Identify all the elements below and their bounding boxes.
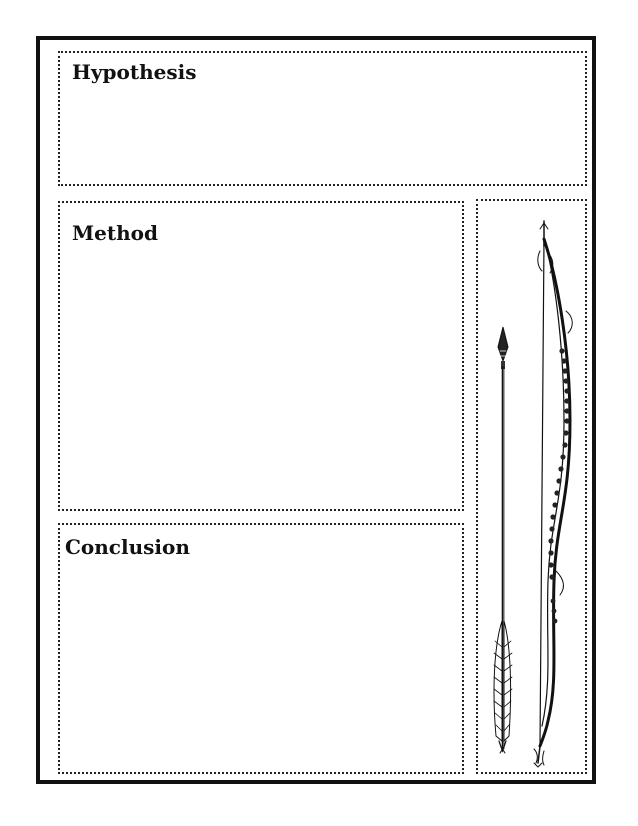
conclusion-box[interactable]	[58, 523, 464, 774]
arrow-icon	[494, 327, 512, 753]
bow-icon	[534, 221, 572, 767]
method-box[interactable]	[58, 201, 464, 511]
hypothesis-label: Hypothesis	[72, 60, 197, 84]
method-label: Method	[72, 221, 158, 245]
bow-and-arrow-icon	[478, 201, 585, 772]
conclusion-label: Conclusion	[65, 535, 190, 559]
